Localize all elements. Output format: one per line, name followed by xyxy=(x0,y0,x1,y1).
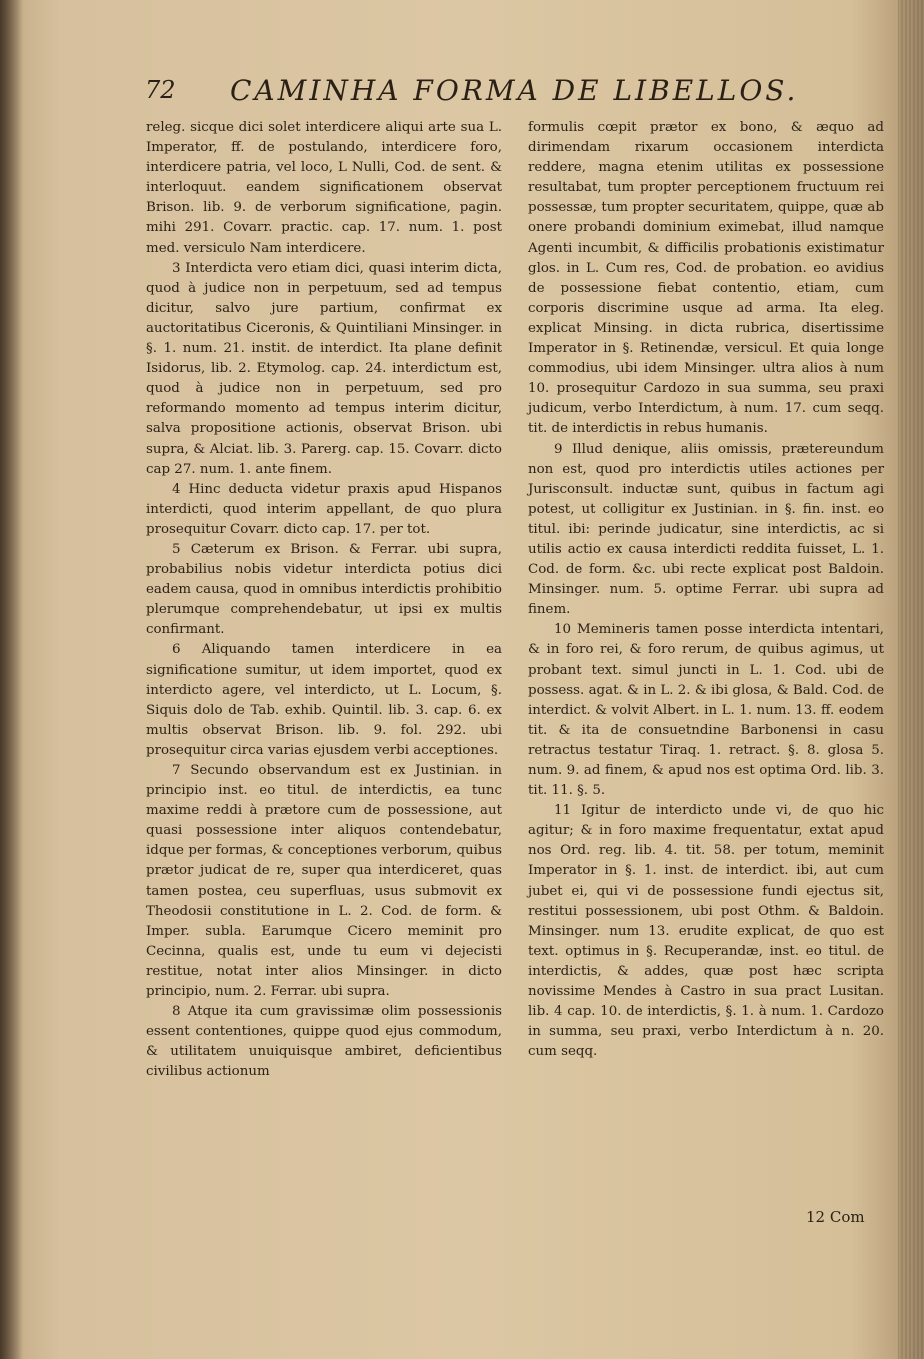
paragraph: releg. sicque dici solet interdicere aliqui arte sua L. Imperator, ff. de postulando, interdicere foro, interdicere patria, vel loco, L Nulli, Cod. de sent. & interloquut. eandem significationem observat Brison. lib. 9. de verborum significatione, pagin. mihi 291. Covarr. practic. cap. 17. num. 1. post med. versiculo Nam interdicere. xyxy=(146,120,502,256)
paragraph: 3 Interdicta vero etiam dici, quasi interim dicta, quod à judice non in perpetuum, sed ad tempus dicitur, salvo jure partium, confirmat ex auctoritatibus Ciceronis, & Quintiliani Minsinger. in §. 1. num. 21. instit. de interdict. Ita plane definit Isidorus, lib. 2. Etymolog. cap. 24. interdictum est, quod à judice non in perpetuum, sed pro reformando momento ad tempus interim dicitur, salva propositione actionis, observat Brison. ubi supra, & Alciat. lib. 3. Parerg. cap. 15. Covarr. dicto cap 27. num. 1. ante finem. xyxy=(146,260,502,477)
left-column xyxy=(146,118,502,1083)
page-header xyxy=(145,74,835,114)
running-title: CAMINHA FORMA DE LIBELLOS. xyxy=(230,74,799,107)
catchword: 12 Com xyxy=(806,1208,865,1226)
page-number: 72 xyxy=(145,76,176,104)
paragraph: 11 Igitur de interdicto unde vi, de quo hic agitur; & in foro maxime frequentatur, extat apud nos Ord. reg. lib. 4. tit. 58. per totum, meminit Imperator in §. 1. inst. de interdict. ibi, aut cum jubet ei, qui vi de possessione fundi ejectus sit, restitui possessionem, ubi post Othm. & Baldoin. Minsinger. num 13. erudite explicat, de quo est text. optimus in §. Recuperandæ, inst. eo titul. de interdictis, & addes, quæ post hæc scripta novissime Mendes à Castro in sua pract Lusitan. lib. 4 cap. 10. de interdictis, §. 1. à num. 1. Cardozo in summa, seu praxi, verbo Interdictum à n. 20. cum seqq. xyxy=(528,803,884,1060)
gutter-shadow xyxy=(0,0,24,1359)
paragraph: 4 Hinc deducta videtur praxis apud Hispanos interdicti, quod interim appellant, de quo plura prosequitur Covarr. dicto cap. 17. per tot. xyxy=(146,481,502,537)
paragraph: 8 Atque ita cum gravissimæ olim possessionis essent contentiones, quippe quod ejus commodum, & utilitatem unuiquisque ambiret, deficientibus civilibus actionum xyxy=(146,1004,502,1080)
paragraph: 6 Aliquando tamen interdicere in ea significatione sumitur, ut idem importet, quod ex interdicto agere, vel interdicto, ut L. Locum, §. Siquis dolo de Tab. exhib. Quintil. lib. 3. cap. 6. ex multis observat Brison. lib. 9. fol. 292. ubi prosequitur circa varias ejusdem verbi acceptiones. xyxy=(146,642,502,758)
right-column xyxy=(528,118,884,1062)
paragraph: 9 Illud denique, aliis omissis, prætereundum non est, quod pro interdictis utiles actiones per Jurisconsult. inductæ sunt, quibus in factum agi potest, ut colligitur ex Justinian. in §. fin. inst. eo titul. ibi: perinde judicatur, sine interdictis, ac si utilis actio ex causa interdicti reddita fuisset, L. 1. Cod. de form. &c. ubi recte explicat post Baldoin. Minsinger. num. 5. optime Ferrar. ubi supra ad finem. xyxy=(528,441,884,618)
page-edges xyxy=(898,0,924,1359)
paragraph: formulis cœpit prætor ex bono, & æquo ad dirimendam rixarum occasionem interdicta reddere, magna etenim utilitas ex possessione resultabat, tum propter perceptionem fructuum rei possessæ, tum propter securitatem, quippe, quæ ab onere probandi dominium eximebat, illud namque Agenti incumbit, & difficilis probationis existimatur glos. in L. Cum res, Cod. de probation. eo avidius de possessione fiebat contentio, etiam, cum corporis discrimine usque ad arma. Ita eleg. explicat Minsing. in dicta rubrica, disertissime Imperator in §. Retinendæ, versicul. Et quia longe commodius, ubi idem Minsinger. ultra alios à num 10. prosequitur Cardozo in sua summa, seu praxi judicum, verbo Interdictum, à num. 17. cum seqq. tit. de interdictis in rebus humanis. xyxy=(528,120,884,437)
paragraph: 10 Memineris tamen posse interdicta intentari, & in foro rei, & foro rerum, de quibus agimus, ut probant text. simul juncti in L. 1. Cod. ubi de possess. agat. & in L. 2. & ibi glosa, & Bald. Cod. de interdict. & volvit Albert. in L. 1. num. 13. ff. eodem tit. & ita de consuetndine Barbonensi in casu retractus testatur Tiraq. 1. retract. §. 8. glosa 5. num. 9. ad finem, & apud nos est optima Ord. lib. 3. tit. 11. §. 5. xyxy=(528,622,884,799)
paragraph: 7 Secundo observandum est ex Justinian. in principio inst. eo titul. de interdictis, ea tunc maxime reddi à prætore cum de possessione, aut quasi possessione inter aliquos contendebatur, idque per formas, & conceptiones verborum, quibus prætor judicat de re, super qua interdiceret, quas tamen postea, ceu superfluas, usus submovit ex Theodosii constitutione in L. 2. Cod. de form. & Imper. subla. Earumque Cicero meminit pro Cecinna, qualis est, unde tu eum vi dejecisti restitue, notat inter alios Minsinger. in dicto principio, num. 2. Ferrar. ubi supra. xyxy=(146,763,502,1000)
paragraph: 5 Cæterum ex Brison. & Ferrar. ubi supra, probabilius nobis videtur interdicta potius dici eadem causa, quod in omnibus interdictis prohibitio plerumque comprehendebatur, ut ipsi ex multis confirmant. xyxy=(146,541,502,638)
